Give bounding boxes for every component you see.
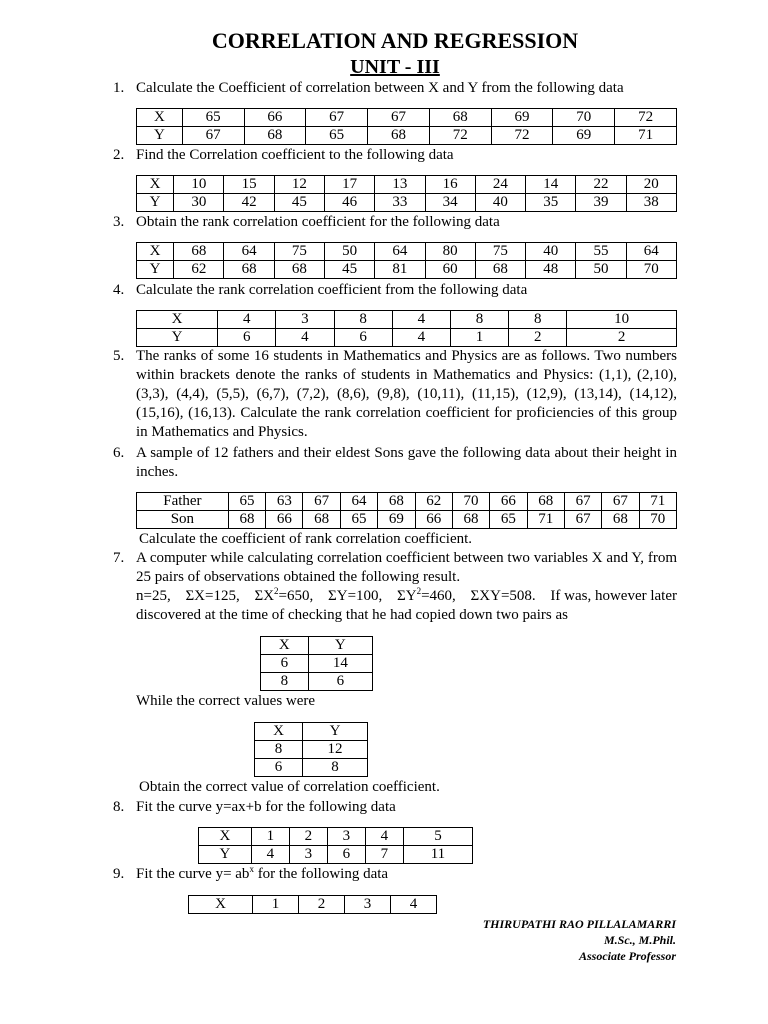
table-cell: 8 xyxy=(509,311,567,329)
table-cell: 6 xyxy=(218,329,276,347)
table-row xyxy=(137,329,677,347)
table-row-label: Y xyxy=(137,127,183,145)
sum-x-squared-value: =650, xyxy=(278,588,314,604)
sum-x: ΣX=125, xyxy=(185,588,240,604)
table-cell: 5 xyxy=(403,828,472,846)
page-title: CORRELATION AND REGRESSION xyxy=(211,28,579,53)
table-cell: 11 xyxy=(403,846,472,864)
table-cell: 69 xyxy=(378,511,415,529)
table-cell: 42 xyxy=(224,194,274,212)
table-cell: 6 xyxy=(327,846,365,864)
question-1 xyxy=(113,79,677,98)
table-cell: 22 xyxy=(576,176,626,194)
question-number: 9. xyxy=(113,866,125,882)
table-cell: 71 xyxy=(527,511,564,529)
n-value: n=25, xyxy=(136,588,171,604)
question-number: 7. xyxy=(113,550,125,566)
table-q7-copied xyxy=(260,636,373,691)
table-cell: 68 xyxy=(174,243,224,261)
table-row-label: X xyxy=(255,723,303,741)
table-cell: 70 xyxy=(639,511,676,529)
table-cell: 65 xyxy=(340,511,377,529)
table-cell: 1 xyxy=(253,896,299,914)
table-cell: 12 xyxy=(303,741,368,759)
table-row xyxy=(137,127,677,145)
sum-xy: ΣXY=508. xyxy=(470,588,536,604)
table-cell: 62 xyxy=(415,493,452,511)
table-cell: 3 xyxy=(345,896,391,914)
table-cell: 4 xyxy=(276,329,334,347)
question-6 xyxy=(113,444,677,482)
table-cell: 68 xyxy=(228,511,265,529)
question-7 xyxy=(113,549,677,625)
question-6-followup: Calculate the coefficient of rank correlation coefficient. xyxy=(139,531,473,547)
table-row xyxy=(255,759,368,777)
table-cell: 4 xyxy=(392,311,450,329)
sum-y-squared xyxy=(397,587,456,606)
table-row-label: 8 xyxy=(261,673,309,691)
table-cell: 66 xyxy=(415,511,452,529)
question-7-correct-intro: While the correct values were xyxy=(136,693,316,709)
exponent: 2 xyxy=(416,586,422,596)
table-row xyxy=(261,673,373,691)
unit-heading: UNIT - III xyxy=(350,56,440,78)
table-row-label: X xyxy=(189,896,253,914)
table-cell: 65 xyxy=(306,127,368,145)
table-cell: 7 xyxy=(365,846,403,864)
table-cell: 14 xyxy=(526,176,576,194)
table-cell: 68 xyxy=(244,127,306,145)
table-cell: 72 xyxy=(429,127,491,145)
table-row-label: 6 xyxy=(261,655,309,673)
question-9 xyxy=(113,865,677,884)
table-row xyxy=(137,109,677,127)
table-cell: 3 xyxy=(327,828,365,846)
table-row-label: X xyxy=(137,176,174,194)
table-cell: 64 xyxy=(375,243,425,261)
table-cell: 67 xyxy=(564,493,601,511)
question-9-text-b: for the following data xyxy=(253,866,389,882)
question-5 xyxy=(113,347,677,442)
table-cell: 16 xyxy=(425,176,475,194)
question-text: A computer while calculating correlation coefficient between two variables X and Y, from 25 pairs of observations obtained the following result. xyxy=(136,550,677,585)
table-cell: 75 xyxy=(274,243,324,261)
table-cell: 71 xyxy=(639,493,676,511)
table-row-label: 8 xyxy=(255,741,303,759)
table-row-label: X xyxy=(137,109,183,127)
table-q1 xyxy=(136,108,677,145)
table-cell: 66 xyxy=(266,511,303,529)
sum-y-squared-base: ΣY xyxy=(397,588,417,604)
table-cell: 70 xyxy=(553,109,615,127)
sum-y-squared-value: =460, xyxy=(421,588,456,604)
author-degree: M.Sc., M.Phil. xyxy=(603,933,676,947)
question-7-tail: If was, however later xyxy=(550,588,677,604)
table-cell: 46 xyxy=(325,194,375,212)
table-cell: 81 xyxy=(375,261,425,279)
question-number: 5. xyxy=(113,348,125,364)
table-cell: 70 xyxy=(452,493,489,511)
table-cell: 39 xyxy=(576,194,626,212)
table-cell: 6 xyxy=(308,673,372,691)
table-cell: 10 xyxy=(567,311,677,329)
table-cell: 67 xyxy=(564,511,601,529)
table-row xyxy=(137,261,677,279)
question-number: 6. xyxy=(113,445,125,461)
table-cell: 2 xyxy=(567,329,677,347)
table-row-label: X xyxy=(261,637,309,655)
table-cell: 50 xyxy=(576,261,626,279)
author-role: Associate Professor xyxy=(579,949,676,963)
table-row xyxy=(137,493,677,511)
table-cell: 66 xyxy=(490,493,527,511)
table-row-label: X xyxy=(199,828,252,846)
question-text: Calculate the Coefficient of correlation between X and Y from the following data xyxy=(136,80,624,96)
table-cell: 4 xyxy=(390,896,436,914)
table-cell: 45 xyxy=(274,194,324,212)
question-number: 2. xyxy=(113,147,125,163)
table-cell: 60 xyxy=(425,261,475,279)
table-cell: 69 xyxy=(553,127,615,145)
table-cell: 68 xyxy=(274,261,324,279)
table-cell: 15 xyxy=(224,176,274,194)
table-row xyxy=(137,511,677,529)
table-row-label: Father xyxy=(137,493,229,511)
table-cell: 69 xyxy=(491,109,553,127)
table-cell: 33 xyxy=(375,194,425,212)
table-row xyxy=(261,655,373,673)
table-cell: 72 xyxy=(615,109,677,127)
summation-line xyxy=(136,587,677,606)
table-cell: 68 xyxy=(224,261,274,279)
question-text: A sample of 12 fathers and their eldest Sons gave the following data about their height in inches. xyxy=(136,445,677,480)
table-row xyxy=(189,896,437,914)
table-cell: 8 xyxy=(450,311,508,329)
table-cell: 1 xyxy=(251,828,289,846)
table-q3 xyxy=(136,242,677,279)
table-cell: 12 xyxy=(274,176,324,194)
table-row xyxy=(261,637,373,655)
question-text: Calculate the rank correlation coefficient from the following data xyxy=(136,282,528,298)
question-text: Find the Correlation coefficient to the following data xyxy=(136,147,454,163)
table-cell: 13 xyxy=(375,176,425,194)
table-row-label: X xyxy=(137,243,174,261)
table-cell: 64 xyxy=(340,493,377,511)
table-q7-correct xyxy=(254,722,368,777)
table-cell: 70 xyxy=(626,261,676,279)
table-cell: 30 xyxy=(174,194,224,212)
question-text: Obtain the rank correlation coefficient for the following data xyxy=(136,214,500,230)
table-cell: 38 xyxy=(626,194,676,212)
question-4 xyxy=(113,281,677,300)
table-cell: 10 xyxy=(174,176,224,194)
table-cell: 20 xyxy=(626,176,676,194)
table-cell: 4 xyxy=(218,311,276,329)
table-cell: 17 xyxy=(325,176,375,194)
table-cell: 3 xyxy=(276,311,334,329)
table-cell: 24 xyxy=(475,176,525,194)
table-cell: 67 xyxy=(182,127,244,145)
exponent: x xyxy=(249,864,254,874)
table-cell: Y xyxy=(303,723,368,741)
table-row-label: 6 xyxy=(255,759,303,777)
table-cell: 67 xyxy=(368,109,430,127)
table-row-label: Y xyxy=(137,329,218,347)
signature-block xyxy=(483,916,676,964)
table-cell: 71 xyxy=(615,127,677,145)
table-cell: 4 xyxy=(251,846,289,864)
question-number: 3. xyxy=(113,214,125,230)
table-cell: 50 xyxy=(325,243,375,261)
table-row xyxy=(199,846,473,864)
table-row xyxy=(137,176,677,194)
table-cell: 2 xyxy=(289,828,327,846)
table-cell: 8 xyxy=(303,759,368,777)
table-cell: 4 xyxy=(365,828,403,846)
table-q8 xyxy=(198,827,473,864)
question-8 xyxy=(113,798,677,817)
table-cell: 35 xyxy=(526,194,576,212)
table-cell: 68 xyxy=(368,127,430,145)
question-3 xyxy=(113,213,677,232)
author-name: THIRUPATHI RAO PILLALAMARRI xyxy=(482,917,676,931)
table-cell: 65 xyxy=(182,109,244,127)
table-q4 xyxy=(136,310,677,347)
table-cell: 67 xyxy=(303,493,340,511)
question-number: 8. xyxy=(113,799,125,815)
table-cell: 68 xyxy=(602,511,639,529)
table-cell: 6 xyxy=(334,329,392,347)
table-cell: 1 xyxy=(450,329,508,347)
table-cell: Y xyxy=(308,637,372,655)
table-q9 xyxy=(188,895,437,914)
table-row-label: Y xyxy=(137,194,174,212)
question-7-followup: Obtain the correct value of correlation coefficient. xyxy=(139,779,440,795)
table-cell: 40 xyxy=(475,194,525,212)
table-cell: 64 xyxy=(626,243,676,261)
table-row-label: Son xyxy=(137,511,229,529)
table-cell: 68 xyxy=(475,261,525,279)
table-cell: 14 xyxy=(308,655,372,673)
table-cell: 62 xyxy=(174,261,224,279)
table-row-label: Y xyxy=(137,261,174,279)
table-cell: 45 xyxy=(325,261,375,279)
question-9-text-a: Fit the curve y= ab xyxy=(136,866,250,882)
table-cell: 8 xyxy=(334,311,392,329)
table-cell: 48 xyxy=(526,261,576,279)
question-2 xyxy=(113,146,677,165)
question-number: 1. xyxy=(113,80,125,96)
sum-y: ΣY=100, xyxy=(328,588,383,604)
table-row xyxy=(255,741,368,759)
sum-x-squared xyxy=(254,587,313,606)
table-q2 xyxy=(136,175,677,212)
table-cell: 80 xyxy=(425,243,475,261)
table-cell: 68 xyxy=(303,511,340,529)
table-row xyxy=(199,828,473,846)
question-7-line3: discovered at the time of checking that he had copied down two pairs as xyxy=(136,607,568,623)
table-row xyxy=(137,243,677,261)
table-cell: 68 xyxy=(378,493,415,511)
question-number: 4. xyxy=(113,282,125,298)
table-cell: 68 xyxy=(429,109,491,127)
table-cell: 67 xyxy=(602,493,639,511)
table-row xyxy=(255,723,368,741)
sum-x-squared-base: ΣX xyxy=(254,588,275,604)
table-cell: 64 xyxy=(224,243,274,261)
table-row-label: X xyxy=(137,311,218,329)
table-row xyxy=(137,194,677,212)
table-cell: 72 xyxy=(491,127,553,145)
table-row xyxy=(137,311,677,329)
question-text: Fit the curve y=ax+b for the following data xyxy=(136,799,396,815)
table-q6 xyxy=(136,492,677,529)
table-cell: 66 xyxy=(244,109,306,127)
table-cell: 63 xyxy=(266,493,303,511)
table-cell: 65 xyxy=(490,511,527,529)
table-cell: 40 xyxy=(526,243,576,261)
table-cell: 68 xyxy=(527,493,564,511)
table-cell: 68 xyxy=(452,511,489,529)
question-text: The ranks of some 16 students in Mathematics and Physics are as follows. Two numbers within brackets denote the ranks of students in Mathematics and Physics: (1,1), (2,10), (3,3), (4,4), (5,5), (6,7), (7,2), (8,6), (9,8), (10,11), (11,15), (12,9), (13,14), (14,12), (15,16), (16,13). Calculate the rank correlation coefficient for proficiencies of this group in Mathematics and Physics. xyxy=(136,348,677,440)
table-cell: 65 xyxy=(228,493,265,511)
table-row-label: Y xyxy=(199,846,252,864)
exponent: 2 xyxy=(274,586,279,596)
table-cell: 2 xyxy=(509,329,567,347)
table-cell: 34 xyxy=(425,194,475,212)
table-cell: 55 xyxy=(576,243,626,261)
table-cell: 67 xyxy=(306,109,368,127)
table-cell: 4 xyxy=(392,329,450,347)
table-cell: 2 xyxy=(299,896,345,914)
table-cell: 75 xyxy=(475,243,525,261)
table-cell: 3 xyxy=(289,846,327,864)
question-text xyxy=(136,865,677,884)
